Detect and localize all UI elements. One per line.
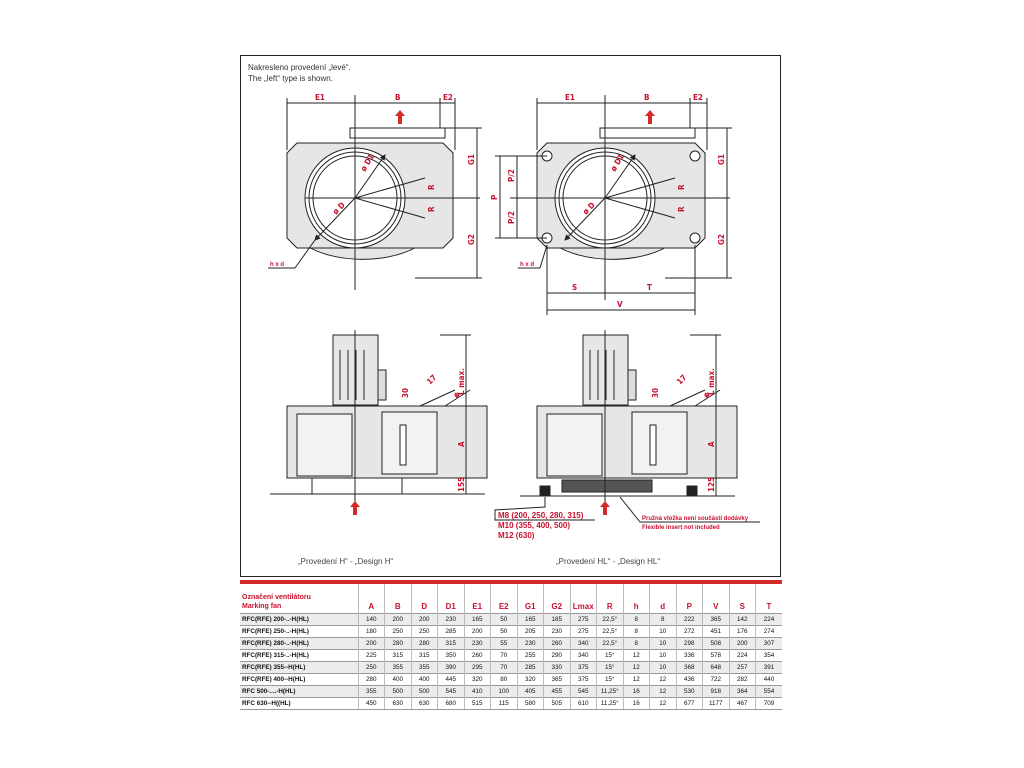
cell-value: 355 — [411, 662, 438, 674]
header-g2: G2 — [544, 582, 571, 614]
cell-value: 10 — [650, 638, 677, 650]
cell-value: 508 — [703, 638, 730, 650]
dim-e2: E2 — [443, 93, 453, 102]
cell-value: 15° — [597, 662, 624, 674]
cell-value: 230 — [517, 638, 544, 650]
cell-value: 630 — [411, 698, 438, 710]
cell-value: 11,25° — [597, 698, 624, 710]
cell-value: 142 — [729, 614, 756, 626]
cell-value: 80 — [491, 674, 518, 686]
cell-value: 274 — [756, 626, 783, 638]
table-row — [240, 662, 782, 674]
cell-value: 355 — [385, 662, 412, 674]
cell-value: 405 — [517, 686, 544, 698]
cell-value: 8 — [650, 614, 677, 626]
dim-a: A — [457, 441, 466, 447]
side-view-right — [495, 330, 760, 522]
cell-value: 290 — [544, 650, 571, 662]
cell-value: 12 — [623, 662, 650, 674]
cell-value: 22,5° — [597, 614, 624, 626]
header-v: V — [703, 582, 730, 614]
cell-model: RFC(RFE) 200-..-H(HL) — [240, 614, 358, 626]
cell-value: 12 — [623, 650, 650, 662]
cell-value: 176 — [729, 626, 756, 638]
cell-value: 320 — [464, 674, 491, 686]
dim-v: V — [617, 300, 623, 309]
cell-value: 298 — [676, 638, 703, 650]
cell-value: 355 — [358, 686, 385, 698]
cell-value: 165 — [464, 614, 491, 626]
table-row — [240, 626, 782, 638]
table-row — [240, 650, 782, 662]
cell-value: 165 — [517, 614, 544, 626]
dim-r: R — [677, 206, 686, 212]
dim-s: S — [572, 283, 578, 292]
cell-value: 455 — [544, 686, 571, 698]
cell-value: 315 — [385, 650, 412, 662]
dim-hxd: h x d — [520, 262, 535, 268]
front-view-left — [268, 95, 482, 290]
cell-value: 515 — [464, 698, 491, 710]
dim-p2: P/2 — [507, 211, 516, 224]
cell-model: RFC(RFE) 315-..-H(HL) — [240, 650, 358, 662]
cell-value: 350 — [438, 650, 465, 662]
cell-value: 285 — [517, 662, 544, 674]
cell-value: 250 — [385, 626, 412, 638]
cell-value: 272 — [676, 626, 703, 638]
cell-value: 375 — [570, 674, 597, 686]
table-row — [240, 614, 782, 626]
cell-value: 275 — [570, 626, 597, 638]
header-r: R — [597, 582, 624, 614]
cell-value: 340 — [570, 638, 597, 650]
dim-b: B — [395, 93, 401, 102]
table-header — [240, 582, 782, 614]
dim-e1: E1 — [565, 93, 575, 102]
cell-value: 336 — [676, 650, 703, 662]
table-row — [240, 686, 782, 698]
caption-design-hl: „Provedení HL“ - „Design HL“ — [556, 557, 661, 566]
bolt-note: M10 (355, 400, 500) — [498, 521, 571, 530]
header-lmax: Lmax — [570, 582, 597, 614]
dim-p: P — [490, 194, 499, 200]
dim-30: 30 — [401, 387, 410, 398]
cell-value: 180 — [358, 626, 385, 638]
cell-value: 250 — [358, 662, 385, 674]
cell-value: 340 — [570, 650, 597, 662]
cell-value: 375 — [570, 662, 597, 674]
dim-17: 17 — [425, 372, 439, 387]
cell-value: 450 — [358, 698, 385, 710]
cell-value: 140 — [358, 614, 385, 626]
cell-value: 467 — [729, 698, 756, 710]
cell-value: 275 — [570, 614, 597, 626]
note-en: The „left“ type is shown. — [248, 74, 333, 83]
dim-155: 155 — [457, 476, 466, 492]
cell-value: 260 — [544, 638, 571, 650]
cell-value: 280 — [385, 638, 412, 650]
cell-value: 365 — [703, 614, 730, 626]
cell-value: 255 — [517, 650, 544, 662]
cell-value: 440 — [756, 674, 783, 686]
cell-value: 224 — [729, 650, 756, 662]
cell-value: 8 — [623, 626, 650, 638]
header-marking-en: Marking fan — [242, 603, 282, 610]
dim-g1: G1 — [717, 154, 726, 165]
cell-value: 354 — [756, 650, 783, 662]
header-d: d — [650, 582, 677, 614]
dim-e2: E2 — [693, 93, 703, 102]
cell-value: 451 — [703, 626, 730, 638]
cell-value: 16 — [623, 686, 650, 698]
cell-value: 15° — [597, 674, 624, 686]
cell-value: 230 — [438, 614, 465, 626]
dim-e1: E1 — [315, 93, 325, 102]
cell-value: 368 — [676, 662, 703, 674]
cell-value: 115 — [491, 698, 518, 710]
cell-value: 554 — [756, 686, 783, 698]
table-row — [240, 638, 782, 650]
dim-17: 17 — [675, 372, 689, 387]
cell-model: RFC(RFE) 400--H(HL) — [240, 674, 358, 686]
dim-30: 30 — [651, 387, 660, 398]
dim-phi: φ — [454, 390, 460, 399]
dim-g1: G1 — [467, 154, 476, 165]
header-b: B — [385, 582, 412, 614]
cell-value: 8 — [623, 614, 650, 626]
dim-b: B — [644, 93, 650, 102]
cell-value: 10 — [650, 662, 677, 674]
cell-value: 610 — [570, 698, 597, 710]
bolt-note: M12 (630) — [498, 531, 535, 540]
header-marking — [240, 582, 358, 614]
cell-value: 10 — [650, 626, 677, 638]
header-h: h — [623, 582, 650, 614]
cell-value: 365 — [544, 674, 571, 686]
header-d: D — [411, 582, 438, 614]
dimensions-table — [240, 580, 782, 710]
cell-value: 224 — [756, 614, 783, 626]
cell-value: 8 — [623, 638, 650, 650]
cell-value: 200 — [385, 614, 412, 626]
cell-value: 50 — [491, 626, 518, 638]
cell-model: RFC(RFE) 250-..-H(HL) — [240, 626, 358, 638]
cell-value: 315 — [411, 650, 438, 662]
cell-value: 315 — [438, 638, 465, 650]
cell-model: RFC 500-....-H(HL) — [240, 686, 358, 698]
cell-value: 70 — [491, 662, 518, 674]
dim-d: ø D — [581, 200, 597, 217]
front-view-right — [495, 95, 732, 315]
dim-t: T — [647, 283, 652, 292]
dim-g2: G2 — [467, 234, 476, 245]
cell-value: 12 — [650, 686, 677, 698]
dim-r: R — [427, 206, 436, 212]
cell-value: 648 — [703, 662, 730, 674]
header-e1: E1 — [464, 582, 491, 614]
cell-value: 918 — [703, 686, 730, 698]
header-t: T — [756, 582, 783, 614]
dim-hxd: h x d — [270, 262, 285, 268]
cell-value: 16 — [623, 698, 650, 710]
cell-value: 580 — [517, 698, 544, 710]
cell-value: 22,5° — [597, 638, 624, 650]
table-row — [240, 674, 782, 686]
dim-d1: ø D1 — [358, 152, 376, 173]
cell-value: 445 — [438, 674, 465, 686]
cell-value: 280 — [358, 674, 385, 686]
dim-lmax: L max. — [457, 368, 466, 395]
cell-value: 257 — [729, 662, 756, 674]
cell-value: 364 — [729, 686, 756, 698]
cell-value: 15° — [597, 650, 624, 662]
header-p: P — [676, 582, 703, 614]
insert-note-en: Flexible insert not included — [642, 525, 720, 531]
cell-value: 307 — [756, 638, 783, 650]
dim-g2: G2 — [717, 234, 726, 245]
cell-value: 500 — [385, 686, 412, 698]
cell-value: 100 — [491, 686, 518, 698]
cell-value: 205 — [517, 626, 544, 638]
cell-value: 680 — [438, 698, 465, 710]
cell-value: 11,25° — [597, 686, 624, 698]
cell-value: 12 — [650, 698, 677, 710]
cell-value: 225 — [358, 650, 385, 662]
cell-value: 722 — [703, 674, 730, 686]
header-a: A — [358, 582, 385, 614]
dim-a: A — [707, 441, 716, 447]
bolt-note: M8 (200, 250, 280, 315) — [498, 511, 584, 520]
cell-value: 200 — [729, 638, 756, 650]
dim-r: R — [677, 184, 686, 190]
side-view-left — [270, 330, 487, 515]
cell-value: 436 — [676, 674, 703, 686]
dim-lmax: L max. — [707, 368, 716, 395]
cell-value: 391 — [756, 662, 783, 674]
cell-value: 400 — [385, 674, 412, 686]
cell-model: RFC(RFE) 280-..-H(HL) — [240, 638, 358, 650]
dim-r: R — [427, 184, 436, 190]
cell-value: 390 — [438, 662, 465, 674]
cell-value: 505 — [544, 698, 571, 710]
cell-value: 22,5° — [597, 626, 624, 638]
header-d1: D1 — [438, 582, 465, 614]
cell-value: 500 — [411, 686, 438, 698]
insert-note-cz: Pružná vložka není součástí dodávky — [642, 516, 749, 522]
header-marking-cz: Označení ventilátoru — [242, 594, 311, 601]
dim-p2: P/2 — [507, 169, 516, 182]
cell-value: 200 — [411, 614, 438, 626]
cell-value: 185 — [544, 614, 571, 626]
header-g1: G1 — [517, 582, 544, 614]
cell-value: 709 — [756, 698, 783, 710]
cell-value: 320 — [517, 674, 544, 686]
cell-value: 200 — [464, 626, 491, 638]
dim-d: ø D — [331, 200, 347, 217]
cell-value: 578 — [703, 650, 730, 662]
cell-value: 530 — [676, 686, 703, 698]
cell-value: 230 — [464, 638, 491, 650]
cell-value: 12 — [623, 674, 650, 686]
cell-value: 55 — [491, 638, 518, 650]
cell-value: 70 — [491, 650, 518, 662]
cell-value: 230 — [544, 626, 571, 638]
dim-d1: ø D1 — [608, 152, 626, 173]
cell-value: 295 — [464, 662, 491, 674]
table-row — [240, 698, 782, 710]
cell-value: 330 — [544, 662, 571, 674]
note-cz: Nakresleno provedení „levé“. — [248, 63, 351, 72]
cell-value: 260 — [464, 650, 491, 662]
cell-value: 545 — [570, 686, 597, 698]
cell-value: 285 — [438, 626, 465, 638]
cell-value: 545 — [438, 686, 465, 698]
cell-value: 410 — [464, 686, 491, 698]
dim-125: 125 — [707, 476, 716, 492]
cell-value: 12 — [650, 674, 677, 686]
cell-value: 630 — [385, 698, 412, 710]
cell-value: 200 — [358, 638, 385, 650]
cell-value: 250 — [411, 626, 438, 638]
cell-model: RFC(RFE) 355--H(HL) — [240, 662, 358, 674]
cell-value: 280 — [411, 638, 438, 650]
cell-value: 282 — [729, 674, 756, 686]
header-e2: E2 — [491, 582, 518, 614]
dim-phi: φ — [704, 390, 710, 399]
cell-value: 10 — [650, 650, 677, 662]
cell-value: 222 — [676, 614, 703, 626]
cell-value: 400 — [411, 674, 438, 686]
caption-design-h: „Provedení H“ - „Design H“ — [298, 557, 394, 566]
header-s: S — [729, 582, 756, 614]
cell-model: RFC 630--H((HL) — [240, 698, 358, 710]
cell-value: 1177 — [703, 698, 730, 710]
cell-value: 677 — [676, 698, 703, 710]
cell-value: 50 — [491, 614, 518, 626]
